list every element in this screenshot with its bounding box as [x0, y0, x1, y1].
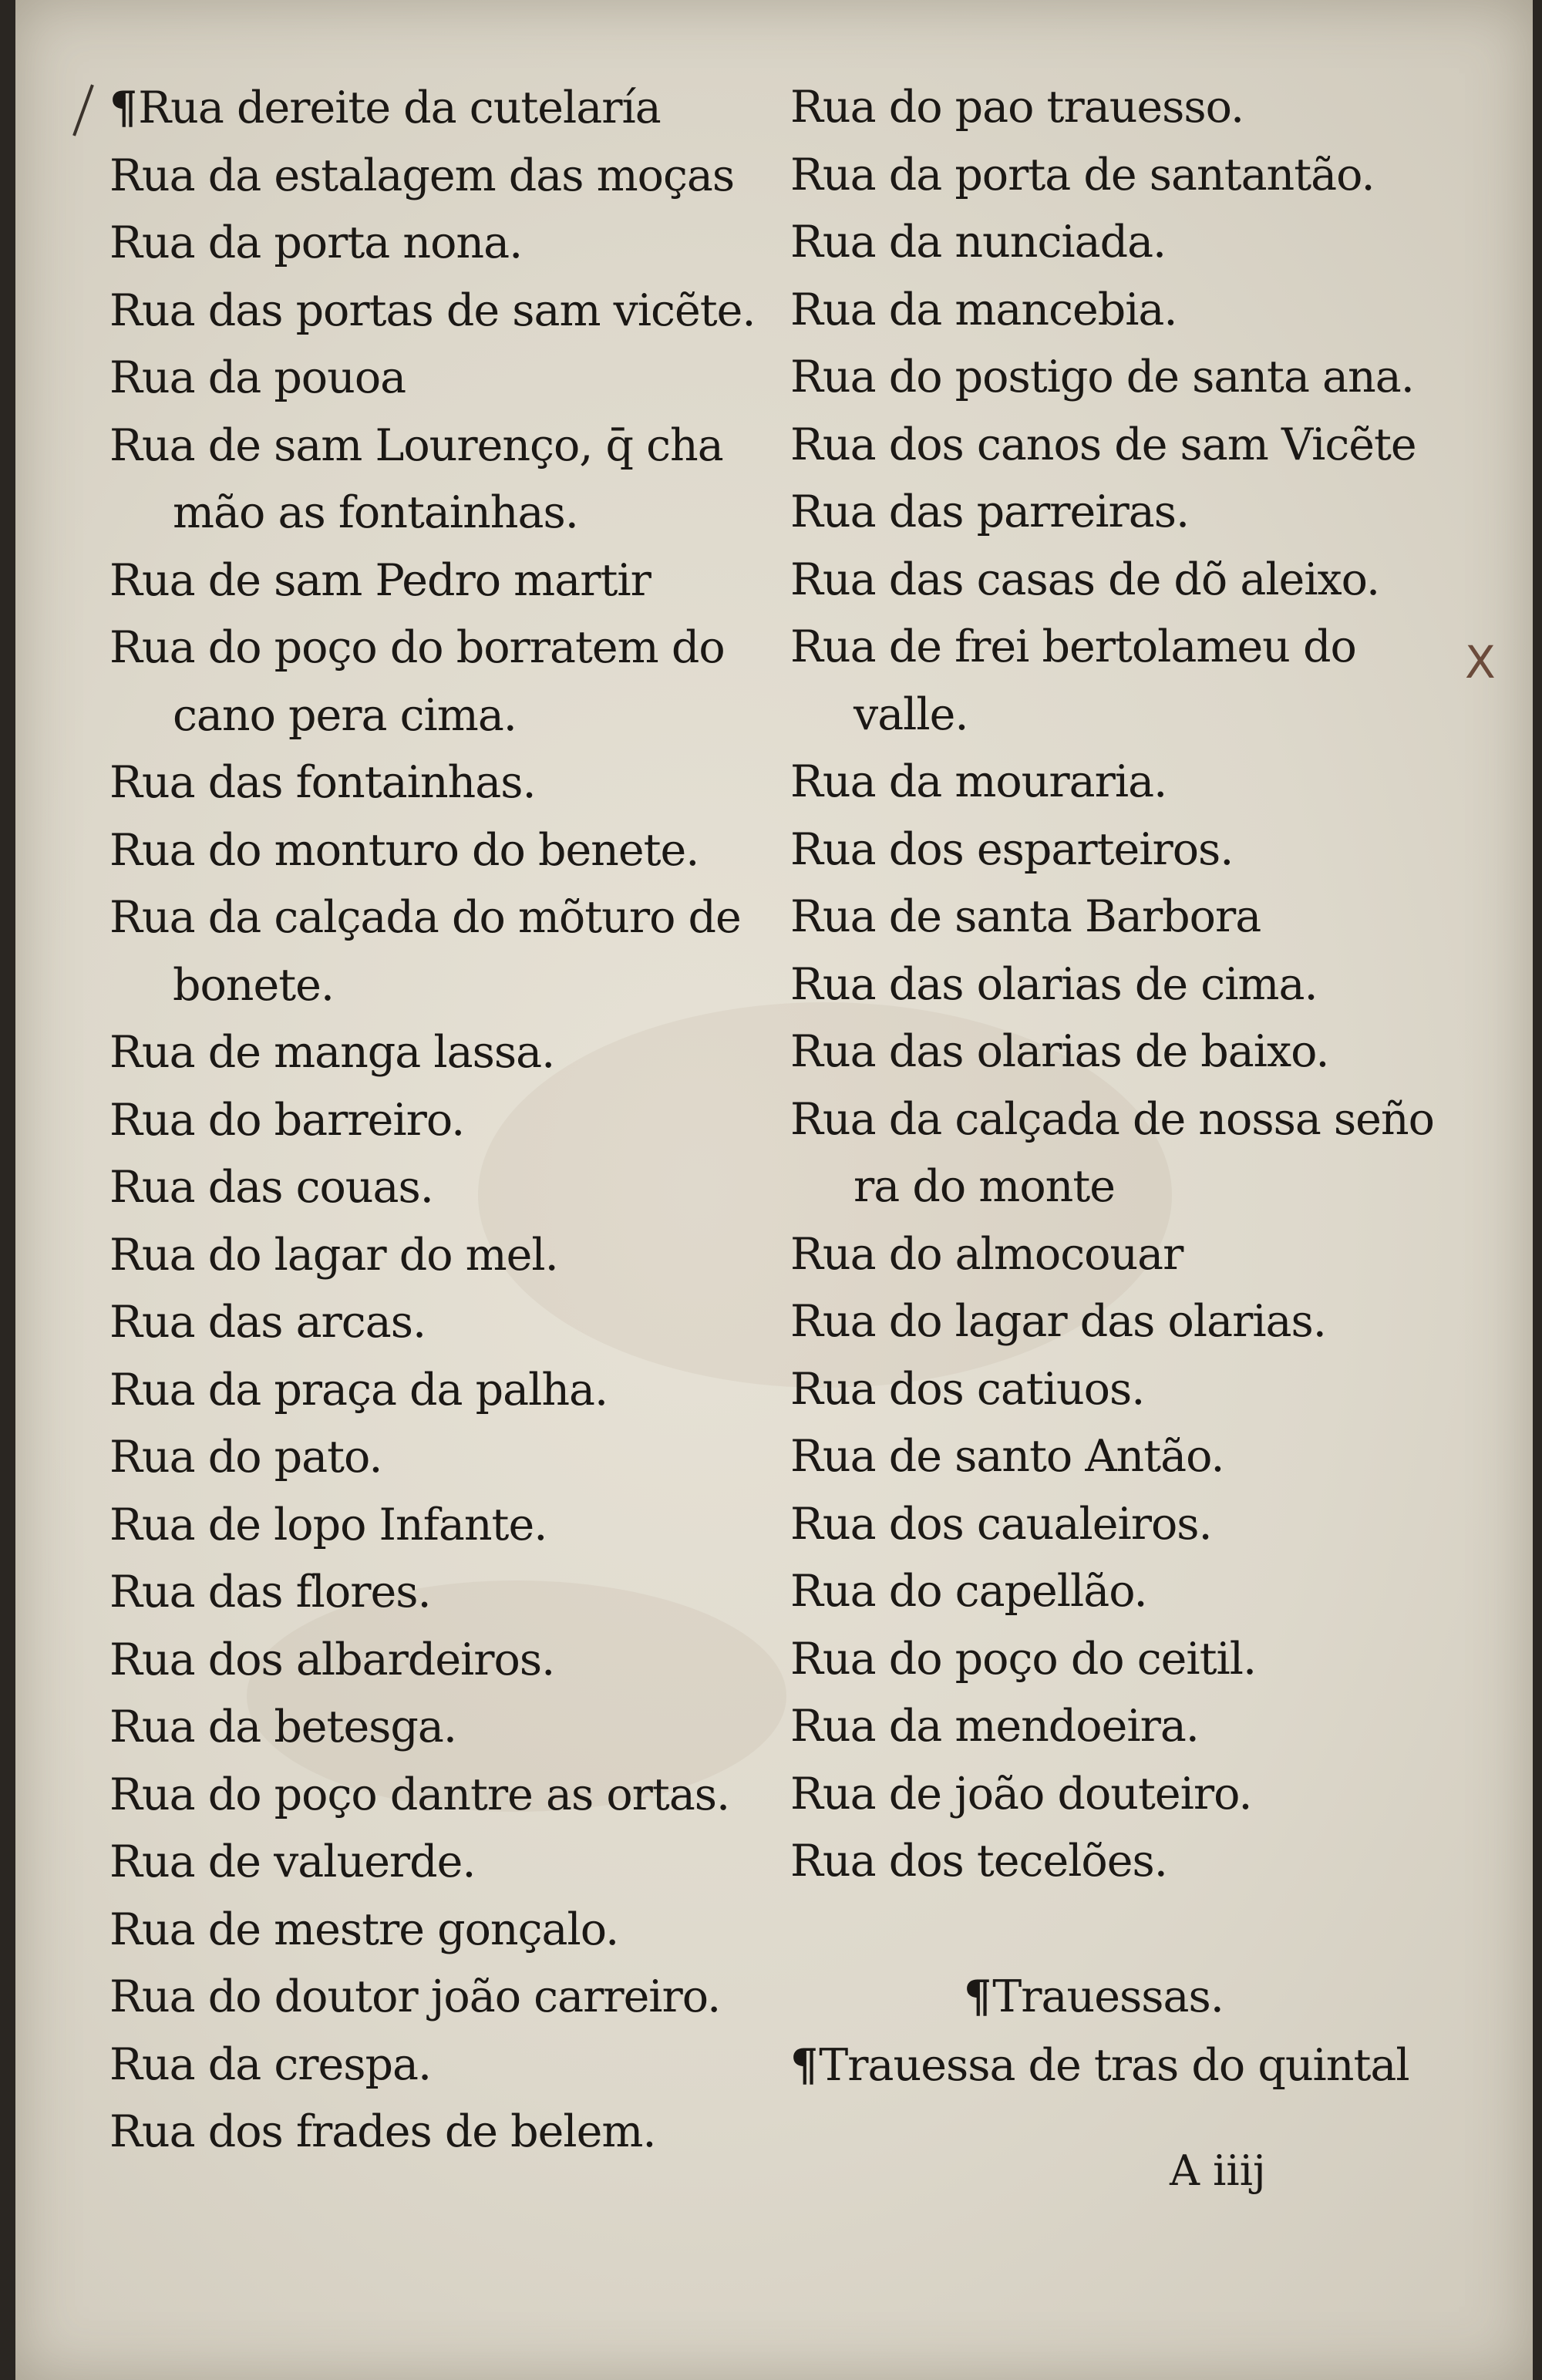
street-name: Rua da betesga.: [109, 1702, 457, 1752]
left-column: [109, 74, 755, 2166]
street-entry: [109, 1897, 755, 1964]
street-name: Rua do barreiro.: [109, 1094, 465, 1146]
street-name: Rua da porta nona.: [109, 217, 523, 268]
street-name: Rua do pato.: [109, 1432, 382, 1483]
street-name: Rua da praça da palha.: [109, 1364, 608, 1416]
street-name: Rua dos caualeiros.: [790, 1498, 1212, 1550]
street-name: Rua dos frades de belem.: [109, 2106, 656, 2157]
street-name: Rua da mouraria.: [790, 756, 1167, 807]
street-name: Rua do poço do ceitil.: [790, 1633, 1257, 1685]
street-entry: [790, 547, 1434, 614]
street-entry: [790, 142, 1434, 210]
street-entry: [109, 278, 755, 345]
street-name: Rua de santa Barbora: [790, 891, 1261, 942]
street-name: Rua da mancebia.: [790, 284, 1177, 335]
street-entry: [109, 1289, 755, 1357]
street-entry: [790, 951, 1434, 1019]
street-name: Rua da calçada do mõturo de: [109, 892, 741, 943]
street-entry: [790, 614, 1434, 749]
street-name: Rua de frei bertolameu do: [790, 621, 1356, 672]
street-name: Rua dos canos de sam Vicẽte: [790, 419, 1416, 470]
pilcrow-mark: ¶: [109, 82, 137, 133]
street-name: Rua das arcas.: [109, 1297, 426, 1348]
street-entry: [109, 1222, 755, 1290]
street-name: Rua de valuerde.: [109, 1836, 476, 1887]
street-name: Rua das fontainhas.: [109, 757, 536, 808]
street-name: Rua do postigo de santa ana.: [790, 352, 1414, 402]
street-name: Rua da estalagem das moças: [109, 150, 735, 201]
street-name-continuation: mão as fontainhas.: [173, 487, 578, 538]
street-entry: [109, 143, 755, 210]
street-entry: [790, 2032, 1434, 2100]
street-entry: [790, 74, 1434, 142]
street-entry: [790, 1626, 1434, 1694]
street-entry: [790, 884, 1434, 951]
street-entry: [109, 1154, 755, 1222]
street-name: Rua do poço dantre as ortas.: [109, 1769, 730, 1820]
street-name: Rua das couas.: [109, 1162, 433, 1213]
street-entry: [790, 749, 1434, 816]
street-entry: [109, 210, 755, 278]
street-name: Rua de lopo Infante.: [109, 1499, 547, 1550]
street-entry: [109, 749, 755, 817]
street-entry: [109, 1559, 755, 1627]
street-entry: [109, 74, 755, 143]
street-entry: [109, 1019, 755, 1087]
street-name: Rua do almocouar: [790, 1228, 1183, 1280]
street-name-continuation: cano pera cima.: [173, 689, 517, 741]
street-entry: [790, 1828, 1434, 1896]
street-entry: [109, 1627, 755, 1695]
street-entry: [790, 1558, 1434, 1626]
street-name: Rua dereite da cutelaría: [138, 82, 661, 133]
street-entry: [109, 1762, 755, 1830]
street-entry: [790, 412, 1434, 480]
street-entry: [790, 1288, 1434, 1356]
street-name: Rua dos catiuos.: [790, 1363, 1145, 1415]
street-entry: [109, 1492, 755, 1560]
street-name: Rua dos albardeiros.: [109, 1634, 555, 1685]
street-entry: [109, 2099, 755, 2166]
street-entry: [109, 345, 755, 412]
street-name: Rua dos tecelões.: [790, 1836, 1167, 1887]
street-entry: [109, 412, 755, 547]
street-entry: [109, 1829, 755, 1897]
street-name: Rua da calçada de nossa seño: [790, 1093, 1434, 1145]
street-name-continuation: bonete.: [173, 959, 335, 1011]
street-name: Rua de sam Pedro martir: [109, 554, 651, 606]
street-name: Rua das olarias de cima.: [790, 958, 1318, 1010]
street-entry: [790, 1491, 1434, 1559]
street-name: Rua da nunciada.: [790, 217, 1167, 268]
street-entry: [109, 1357, 755, 1425]
street-name: Rua da pouoa: [109, 352, 406, 403]
street-name: Rua do pao trauesso.: [790, 82, 1244, 133]
street-name: Rua de sam Lourenço, q̄ cha: [109, 419, 723, 471]
street-name: Rua do doutor joão carreiro.: [109, 1971, 721, 2022]
street-name: Rua do lagar do mel.: [109, 1229, 558, 1281]
street-entry: [790, 344, 1434, 412]
street-name: Rua da crespa.: [109, 2038, 432, 2090]
margin-annotation: X: [1465, 636, 1496, 688]
street-name: Trauessa de tras do quintal: [819, 2039, 1409, 2091]
street-entry: [109, 547, 755, 615]
street-name: Rua do poço do borratem do: [109, 622, 725, 673]
street-entry: [790, 277, 1434, 345]
street-name: Rua do capellão.: [790, 1566, 1147, 1617]
margin-stroke: [72, 84, 94, 136]
street-entry: [109, 884, 755, 1019]
street-name-continuation: valle.: [853, 688, 968, 740]
street-name: Rua das portas de sam vicẽte.: [109, 284, 756, 336]
street-entry: [790, 1018, 1434, 1086]
street-name: Rua do lagar das olarias.: [790, 1296, 1326, 1347]
street-entry: [790, 816, 1434, 884]
heading-text: Trauessas.: [992, 1971, 1224, 2022]
street-entry: [109, 1424, 755, 1492]
street-entry: [790, 1356, 1434, 1424]
section-heading: [790, 1963, 1434, 2032]
street-name: Rua da mendoeira.: [790, 1701, 1199, 1752]
street-name: Rua das olarias de baixo.: [790, 1026, 1329, 1077]
street-entry: [109, 1964, 755, 2032]
street-entry: [790, 1221, 1434, 1289]
street-name: Rua de manga lassa.: [109, 1027, 555, 1078]
street-name: Rua dos esparteiros.: [790, 823, 1234, 875]
street-entry: [790, 1423, 1434, 1491]
street-entry: [109, 1087, 755, 1155]
right-column: [790, 74, 1434, 2099]
street-name: Rua de santo Antão.: [790, 1431, 1224, 1482]
street-name: Rua da porta de santantão.: [790, 149, 1375, 200]
pilcrow-mark: ¶: [790, 2038, 818, 2091]
street-name: Rua do monturo do benete.: [109, 824, 699, 876]
street-entry: [790, 479, 1434, 547]
street-entry: [109, 1694, 755, 1762]
street-name: Rua de mestre gonçalo.: [109, 1904, 619, 1955]
street-name: Rua das parreiras.: [790, 486, 1190, 537]
blank-line: [790, 1896, 1434, 1964]
street-name: Rua de joão douteiro.: [790, 1768, 1252, 1820]
street-entry: [790, 209, 1434, 277]
street-entry: [790, 1761, 1434, 1829]
street-name: Rua das flores.: [109, 1567, 431, 1618]
street-entry: [109, 2032, 755, 2099]
pilcrow-mark: ¶: [964, 1971, 992, 2022]
street-name-continuation: ra do monte: [853, 1161, 1115, 1212]
street-entry: [109, 614, 755, 749]
book-page: [15, 0, 1533, 2380]
street-entry: [109, 817, 755, 885]
street-entry: [790, 1086, 1434, 1221]
street-name: Rua das casas de dõ aleixo.: [790, 554, 1380, 605]
street-entry: [790, 1693, 1434, 1761]
signature-mark: A iiij: [1170, 2146, 1266, 2195]
